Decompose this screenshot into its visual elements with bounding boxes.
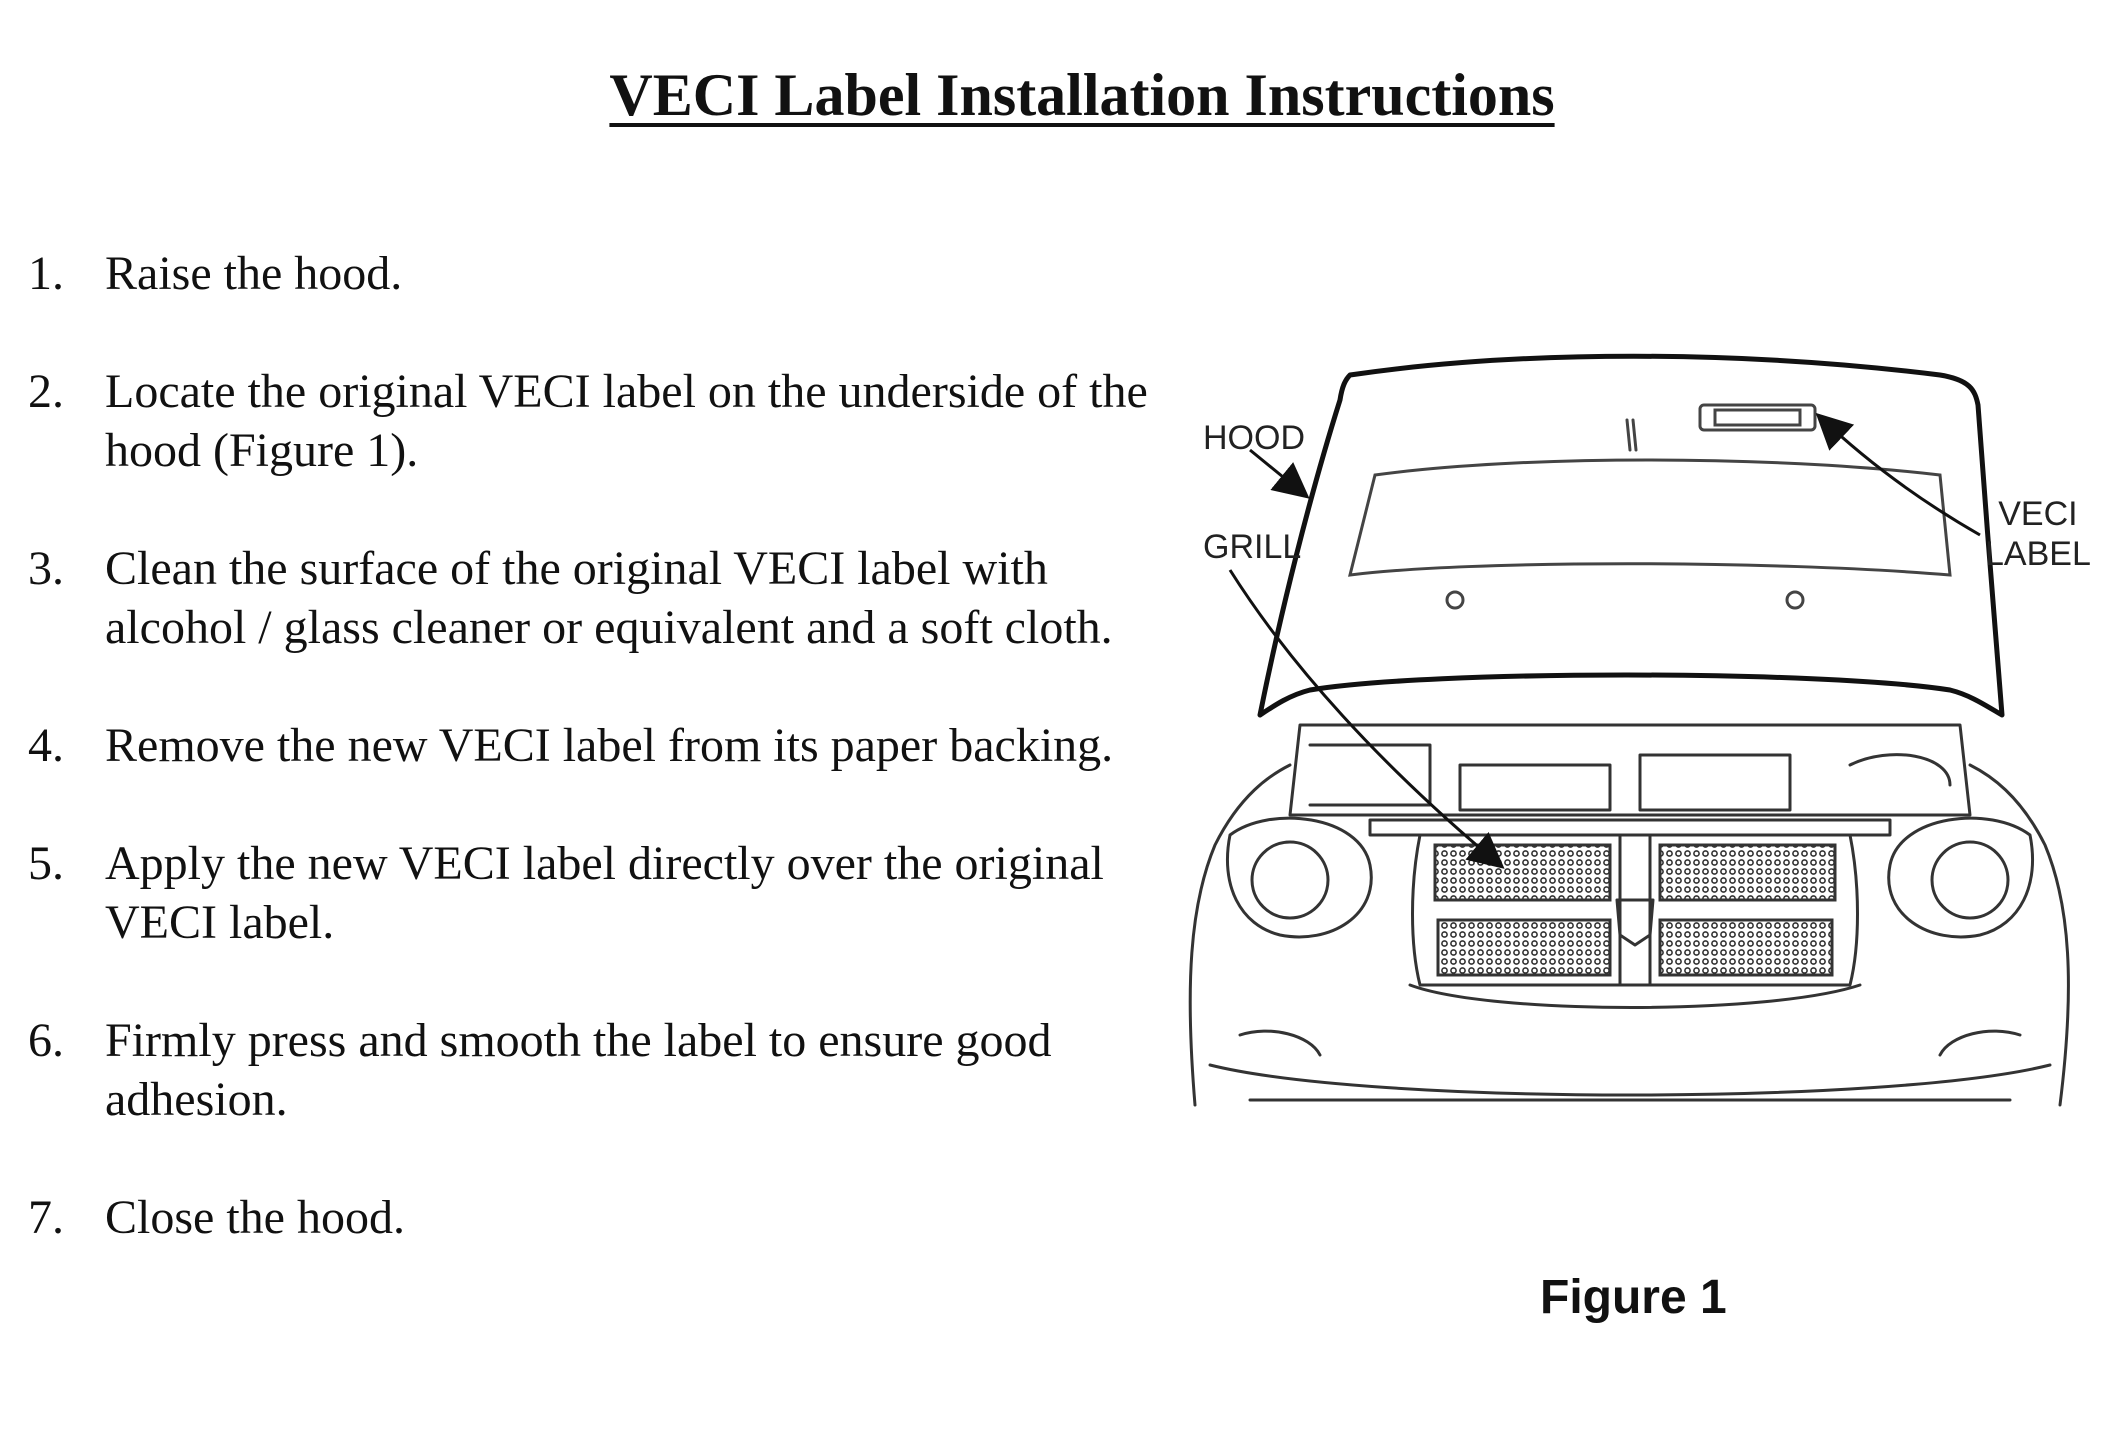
step-text: Raise the hood. xyxy=(105,247,403,300)
step-item xyxy=(28,244,728,303)
step-item xyxy=(28,539,1148,657)
step-number: 6. xyxy=(28,1014,64,1067)
document-title: VECI Label Installation Instructions xyxy=(609,62,1555,128)
step-item xyxy=(28,1188,1148,1247)
step-text: Locate the original VECI label on the underside of the hood (Figure 1). xyxy=(105,365,1148,477)
step-number: 2. xyxy=(28,365,64,418)
step-text: Close the hood. xyxy=(105,1191,405,1244)
step-item xyxy=(28,716,1148,775)
step-number: 7. xyxy=(28,1191,64,1244)
step-number: 1. xyxy=(28,247,64,300)
step-number: 5. xyxy=(28,837,64,890)
figure-caption: Figure 1 xyxy=(1540,1271,1727,1324)
truck-front-illustration xyxy=(1170,345,2090,1115)
step-number: 3. xyxy=(28,542,64,595)
step-item xyxy=(28,362,1148,480)
step-number: 4. xyxy=(28,719,64,772)
step-text: Firmly press and smooth the label to ensure good adhesion. xyxy=(105,1014,1052,1126)
step-text: Remove the new VECI label from its paper backing. xyxy=(105,719,1114,772)
instruction-steps-list xyxy=(28,244,1148,1306)
step-text: Apply the new VECI label directly over the original VECI label. xyxy=(105,837,1104,949)
step-item xyxy=(28,834,1148,952)
veci-label-callout: VECI LABEL xyxy=(1985,495,2091,573)
step-text: Clean the surface of the original VECI label with alcohol / glass cleaner or equivalent and a soft cloth. xyxy=(105,542,1113,654)
grill-callout-label: GRILL xyxy=(1203,528,1302,566)
truck-hood-figure xyxy=(1170,345,2090,1115)
step-item xyxy=(28,1011,1148,1129)
hood-callout-label: HOOD xyxy=(1203,419,1305,457)
